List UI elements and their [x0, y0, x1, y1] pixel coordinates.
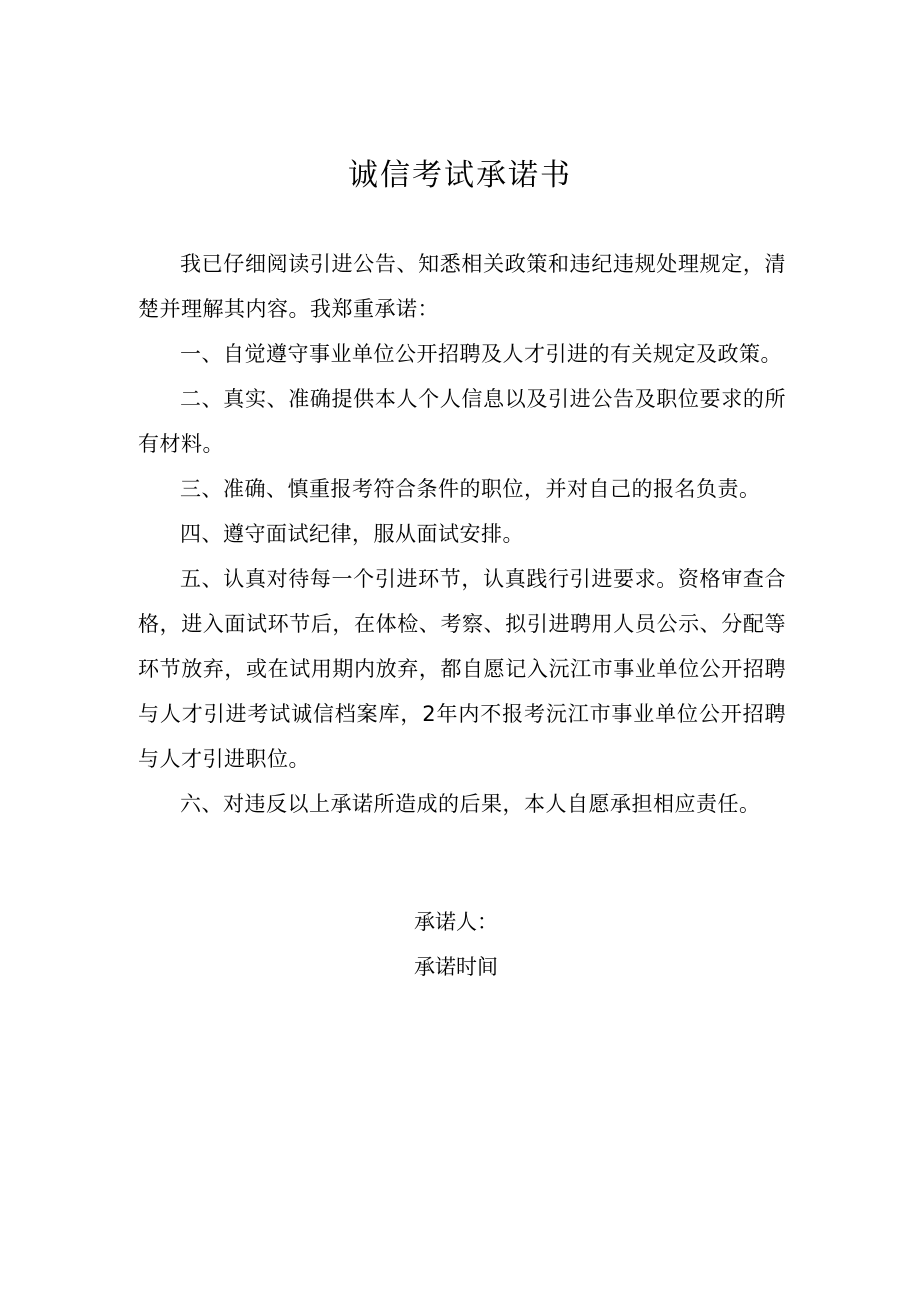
signer-label: 承诺人：	[414, 910, 498, 934]
document-body	[138, 242, 786, 827]
commitment-item-2: 二、真实、准确提供本人个人信息以及引进公告及职位要求的所有材料。	[138, 387, 786, 456]
commitment-item-1: 一、自觉遵守事业单位公开招聘及人才引进的有关规定及政策。	[180, 342, 782, 366]
date-label: 承诺时间	[414, 955, 498, 979]
commitment-item-5: 五、认真对待每一个引进环节，认真践行引进要求。资格审查合格，进入面试环节后，在体检、考察、拟引进聘用人员公示、分配等环节放弃，或在试用期内放弃，都自愿记入沅江市事业单位公开招聘与人才引进考试诚信档案库，2年内不报考沅江市事业单位公开招聘与人才引进职位。	[138, 567, 786, 771]
intro-paragraph: 我已仔细阅读引进公告、知悉相关政策和违纪违规处理规定，清楚并理解其内容。我郑重承诺：	[138, 252, 786, 321]
commitment-item-6: 六、对违反以上承诺所造成的后果，本人自愿承担相应责任。	[180, 792, 761, 816]
signature-block	[414, 900, 498, 990]
commitment-item-3: 三、准确、慎重报考符合条件的职位，并对自己的报名负责。	[180, 477, 761, 501]
document-title: 诚信考试承诺书	[348, 158, 572, 193]
commitment-item-4: 四、遵守面试纪律，服从面试安排。	[180, 522, 524, 546]
